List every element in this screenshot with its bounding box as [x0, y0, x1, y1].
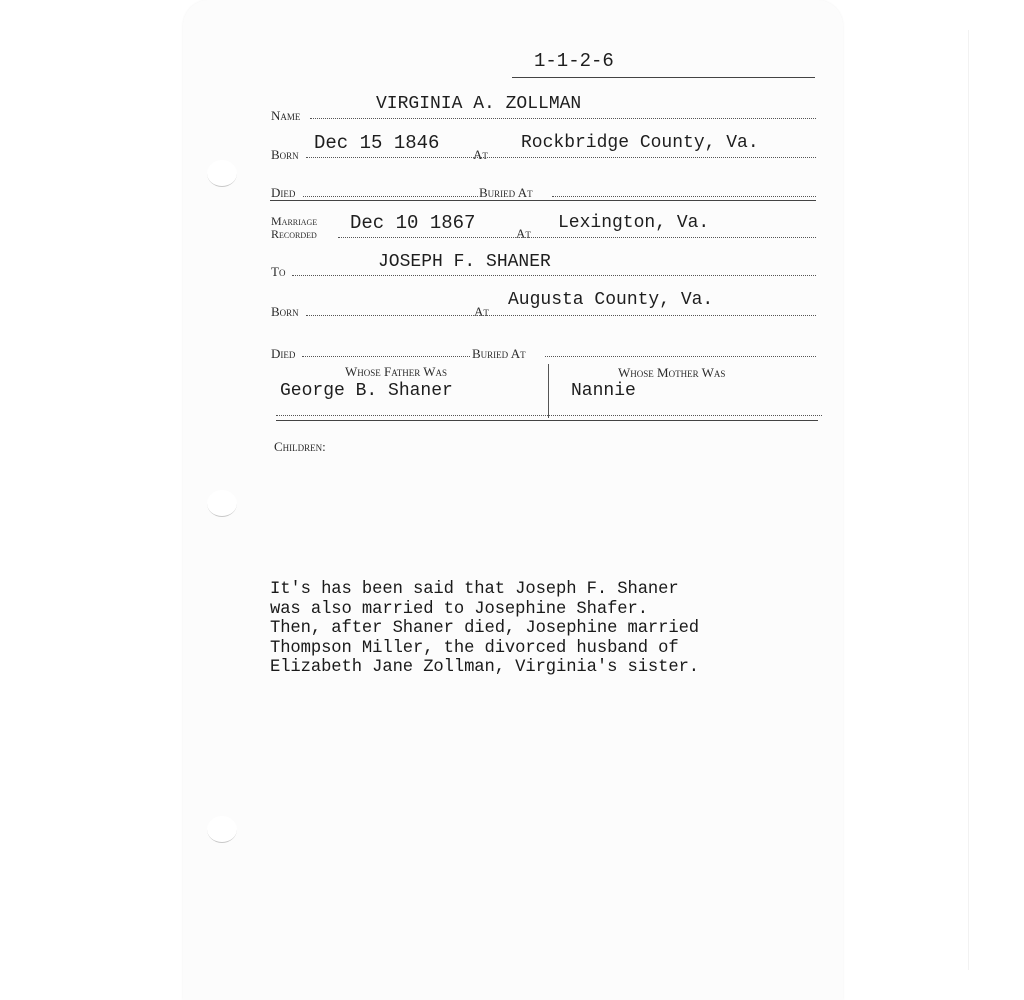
father-label: Whose Father Was — [345, 364, 448, 379]
marriage-label: Marriage — [271, 214, 318, 228]
born-line — [306, 157, 816, 158]
died-label: Died — [271, 185, 296, 200]
buried-at-label: Buried At — [479, 185, 533, 200]
note-line: Thompson Miller, the divorced husband of — [270, 638, 679, 658]
born-label: Born — [271, 147, 299, 162]
spouse-born-label: Born — [271, 304, 299, 319]
spouse-born-at-label: At — [474, 304, 489, 319]
mother-label: Whose Mother Was — [618, 365, 726, 380]
to-label: To — [271, 264, 286, 279]
name-label: Name — [271, 108, 301, 123]
spouse-mother: Nannie — [571, 381, 636, 401]
person-name: VIRGINIA A. ZOLLMAN — [376, 94, 582, 114]
section-divider-2 — [276, 420, 818, 421]
note-line: Elizabeth Jane Zollman, Virginia's sister. — [270, 658, 699, 677]
recorded-label: Recorded — [271, 227, 317, 241]
marriage-line — [338, 237, 816, 238]
punch-hole-bottom — [207, 816, 237, 843]
section-divider-1 — [270, 200, 816, 201]
to-line — [292, 275, 816, 276]
buried-line — [552, 196, 816, 197]
typed-note — [270, 580, 699, 678]
died-line — [303, 196, 478, 197]
spouse-father: George B. Shaner — [280, 381, 453, 401]
note-line: Then, after Shaner died, Josephine married — [270, 619, 699, 638]
parents-divider — [548, 364, 549, 418]
person-born-place: Rockbridge County, Va. — [521, 133, 759, 153]
note-line: It's has been said that Joseph F. Shaner — [270, 580, 679, 599]
spouse-born-place: Augusta County, Va. — [508, 290, 714, 310]
person-born-date: Dec 15 1846 — [314, 132, 440, 154]
spouse-died-line — [302, 356, 470, 357]
marriage-date: Dec 10 1867 — [350, 212, 476, 234]
spouse-buried-line — [545, 356, 816, 357]
spouse-died-label: Died — [271, 346, 296, 361]
marriage-place: Lexington, Va. — [558, 213, 710, 233]
spouse-name: JOSEPH F. SHANER — [378, 252, 551, 272]
born-at-label: At — [473, 147, 488, 162]
page-edge — [968, 30, 969, 970]
spouse-born-line — [306, 315, 816, 316]
record-id-underline — [512, 77, 815, 78]
punch-hole-middle — [207, 490, 237, 517]
marriage-at-label: At — [516, 226, 531, 241]
record-id: 1-1-2-6 — [534, 50, 614, 72]
note-line: was also married to Josephine Shafer. — [270, 599, 648, 619]
spouse-buried-at-label: Buried At — [472, 346, 526, 361]
name-line — [310, 118, 816, 119]
children-label: Children: — [274, 439, 326, 454]
parents-line — [276, 415, 822, 416]
punch-hole-top — [207, 160, 237, 187]
